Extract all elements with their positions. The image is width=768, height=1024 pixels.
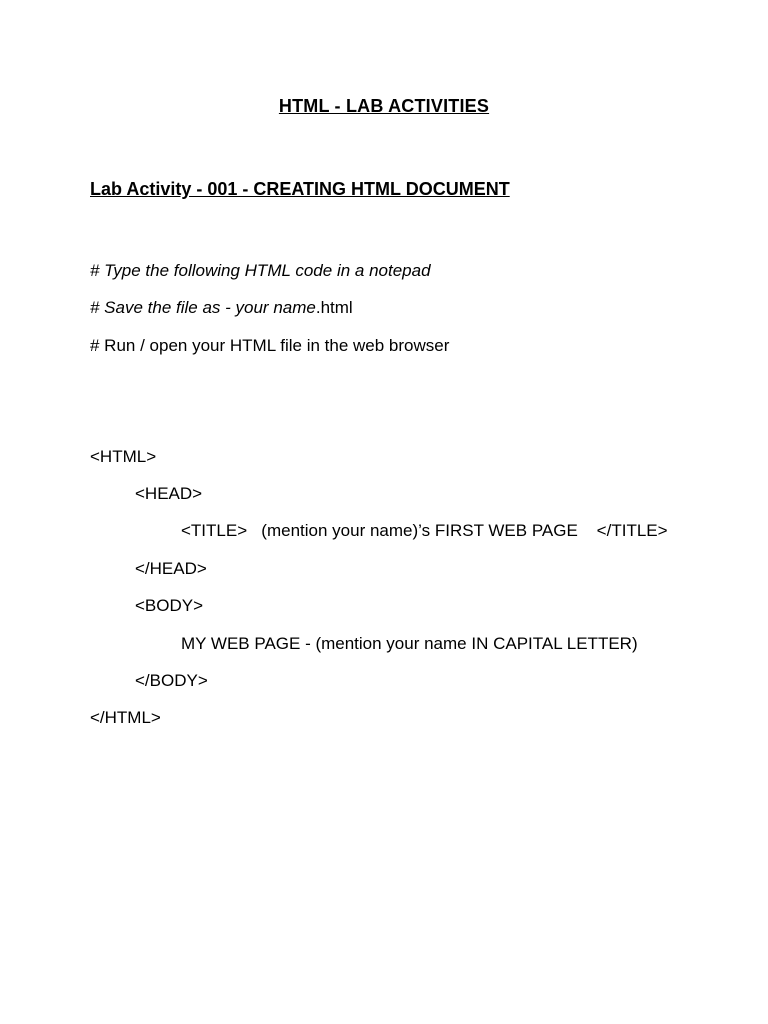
instruction-save-file	[90, 298, 353, 318]
code-body-open: <BODY>	[135, 596, 204, 615]
code-html-open: <HTML>	[90, 447, 157, 466]
code-body-text: MY WEB PAGE - (mention your name IN CAPITAL LETTER)	[181, 634, 638, 653]
code-title-line: <TITLE> (mention your name)’s FIRST WEB PAGE </TITLE>	[181, 521, 668, 540]
code-head-close: </HEAD>	[135, 559, 207, 578]
instruction-save-file-extension: .html	[315, 298, 353, 317]
instruction-type-code: # Type the following HTML code in a notepad	[90, 261, 431, 280]
lab-activity-heading: Lab Activity - 001 - CREATING HTML DOCUMENT	[90, 179, 510, 199]
code-html-close: </HTML>	[90, 708, 161, 727]
code-head-open: <HEAD>	[135, 484, 203, 503]
code-body-close: </BODY>	[135, 671, 208, 690]
document-title: HTML - LAB ACTIVITIES	[278, 96, 490, 116]
instruction-run-file: # Run / open your HTML file in the web browser	[90, 336, 450, 355]
instruction-save-file-italic: # Save the file as - your name	[90, 298, 316, 317]
